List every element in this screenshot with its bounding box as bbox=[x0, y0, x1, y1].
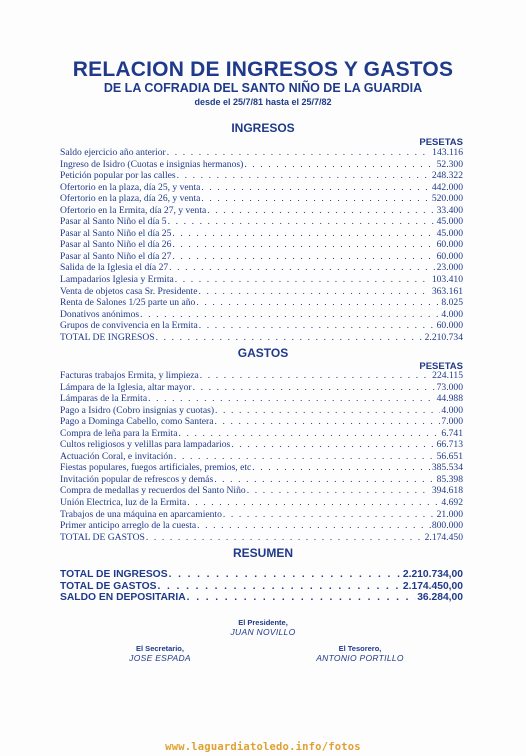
ledger-row bbox=[60, 159, 463, 171]
row-amount: 45.000 bbox=[436, 227, 463, 239]
gastos-table bbox=[60, 370, 463, 543]
row-label: Cultos religiosos y velillas para lampadarios bbox=[60, 439, 231, 451]
row-label: Primer anticipo arreglo de la cuesta bbox=[60, 520, 197, 532]
ledger-row bbox=[60, 428, 463, 440]
ledger-row bbox=[60, 405, 463, 417]
row-amount: 385.534 bbox=[431, 462, 463, 474]
dot-leader bbox=[215, 405, 440, 417]
dot-leader bbox=[156, 332, 424, 344]
secretary-signature bbox=[105, 644, 215, 663]
row-label: Pasar al Santo Niño el día 25 bbox=[60, 227, 172, 239]
row-label: TOTAL DE GASTOS bbox=[60, 580, 157, 592]
document-subtitle: DE LA COFRADIA DEL SANTO NIÑO DE LA GUARDIA bbox=[103, 81, 423, 95]
row-label: Renta de Salones 1/25 parte un año bbox=[60, 297, 196, 309]
row-label: Saldo ejercicio año anterior bbox=[60, 147, 166, 158]
ledger-row bbox=[60, 569, 463, 581]
row-label: Donativos anónimos bbox=[60, 308, 140, 320]
ledger-row bbox=[60, 416, 463, 428]
ledger-row bbox=[60, 485, 463, 497]
row-amount: 363.161 bbox=[431, 285, 463, 297]
dot-leader bbox=[140, 309, 440, 321]
row-label: Invitación popular de refrescos y demás bbox=[60, 473, 214, 485]
dot-leader bbox=[175, 274, 431, 286]
dot-leader bbox=[148, 393, 436, 405]
dot-leader bbox=[214, 474, 435, 486]
ledger-row bbox=[60, 581, 463, 593]
row-label: Unión Electrica, luz de la Ermita bbox=[60, 497, 187, 509]
row-amount: 7.000 bbox=[441, 416, 463, 428]
secretary-name: JOSE ESPADA bbox=[129, 653, 191, 663]
row-amount: 60.000 bbox=[436, 250, 463, 262]
treasurer-role: El Tesorero, bbox=[338, 644, 382, 653]
dot-leader bbox=[172, 228, 435, 240]
row-label: Pasar al Santo Niño el día 27 bbox=[60, 250, 172, 262]
row-amount: 520.000 bbox=[431, 193, 463, 205]
row-label: TOTAL DE GASTOS bbox=[60, 531, 145, 543]
ledger-row bbox=[60, 509, 463, 521]
row-label: Compra de medallas y recuerdos del Santo Niño bbox=[60, 485, 246, 497]
dot-leader bbox=[158, 581, 402, 593]
row-label: Lámparas de la Ermita bbox=[60, 393, 148, 405]
dot-leader bbox=[223, 509, 436, 521]
row-label: Pasar al Santo Niño el día 5 bbox=[60, 216, 167, 228]
ledger-row bbox=[60, 170, 463, 182]
row-label: SALDO EN DEPOSITARIA bbox=[60, 592, 186, 603]
dot-leader bbox=[199, 320, 436, 332]
row-label: Pago a Isidro (Cobro insignias y cuotas) bbox=[60, 404, 215, 416]
row-amount: 36.284,00 bbox=[417, 592, 463, 603]
row-label: Lámpara de la Iglesia, altar mayor bbox=[60, 381, 192, 393]
row-amount: 143.116 bbox=[432, 147, 463, 158]
dot-leader bbox=[168, 216, 436, 228]
row-label: Pasar al Santo Niño el día 26 bbox=[60, 239, 172, 251]
resumen-table bbox=[60, 569, 463, 604]
dot-leader bbox=[172, 251, 435, 263]
row-amount: 45.000 bbox=[436, 216, 463, 228]
document-period: desde el 25/7/81 hasta el 25/7/82 bbox=[194, 97, 332, 107]
ledger-row bbox=[60, 497, 463, 509]
row-label: Ingreso de Isidro (Cuotas e insignias hermanos) bbox=[60, 158, 244, 170]
row-label: TOTAL DE INGRESOS bbox=[60, 569, 168, 580]
row-amount: 2.210.734 bbox=[424, 331, 463, 343]
dot-leader bbox=[207, 205, 435, 217]
ledger-row bbox=[60, 239, 463, 251]
ledger-row bbox=[60, 520, 463, 532]
secretary-role: El Secretario, bbox=[136, 644, 184, 653]
ingresos-currency-label: PESETAS bbox=[419, 137, 463, 148]
dot-leader bbox=[146, 532, 424, 544]
row-amount: 33.400 bbox=[436, 204, 463, 216]
row-amount: 60.000 bbox=[436, 239, 463, 251]
row-label: Grupos de convivencia en la Ermita bbox=[60, 320, 198, 332]
ledger-row bbox=[60, 370, 463, 382]
row-amount: 44.988 bbox=[436, 393, 463, 405]
ledger-row bbox=[60, 393, 463, 405]
ledger-row bbox=[60, 228, 463, 240]
row-amount: 2.174.450,00 bbox=[402, 580, 463, 592]
row-amount: 56.651 bbox=[436, 450, 463, 462]
row-label: Trabajos de una máquina en aparcamiento bbox=[60, 508, 222, 520]
ledger-row bbox=[60, 286, 463, 298]
row-amount: 2.174.450 bbox=[424, 531, 463, 543]
row-label: Compra de leña para la Ermita bbox=[60, 427, 178, 439]
ledger-row bbox=[60, 262, 463, 274]
dot-leader bbox=[193, 382, 436, 394]
row-amount: 23.000 bbox=[436, 262, 463, 274]
row-amount: 2.210.734,00 bbox=[402, 569, 463, 580]
row-amount: 224.115 bbox=[432, 370, 463, 381]
dot-leader bbox=[177, 170, 431, 182]
president-role: El Presidente, bbox=[238, 618, 288, 627]
dot-leader bbox=[167, 147, 431, 159]
row-amount: 21.000 bbox=[436, 508, 463, 520]
ledger-row bbox=[60, 474, 463, 486]
ledger-row bbox=[60, 320, 463, 332]
dot-leader bbox=[200, 370, 431, 382]
dot-leader bbox=[169, 262, 435, 274]
row-amount: 4.692 bbox=[441, 497, 463, 509]
row-amount: 8.025 bbox=[441, 297, 463, 309]
ledger-row bbox=[60, 216, 463, 228]
row-label: Ofertorio en la plaza, día 26, y venta bbox=[60, 193, 201, 205]
gastos-heading: GASTOS bbox=[237, 346, 289, 360]
row-amount: 4.000 bbox=[441, 404, 463, 416]
dot-leader bbox=[169, 569, 402, 581]
ledger-row bbox=[60, 451, 463, 463]
ledger-row bbox=[60, 274, 463, 286]
dot-leader bbox=[198, 286, 430, 298]
dot-leader bbox=[172, 239, 435, 251]
ingresos-table bbox=[60, 147, 463, 343]
ledger-row bbox=[60, 439, 463, 451]
dot-leader bbox=[247, 485, 431, 497]
row-amount: 394.618 bbox=[431, 485, 463, 497]
dot-leader bbox=[231, 439, 435, 451]
dot-leader bbox=[178, 428, 440, 440]
ledger-row bbox=[60, 193, 463, 205]
ledger-row bbox=[60, 309, 463, 321]
row-amount: 800.000 bbox=[431, 520, 463, 532]
ledger-row bbox=[60, 332, 463, 344]
row-amount: 66.713 bbox=[436, 439, 463, 451]
ledger-row bbox=[60, 297, 463, 309]
document-title: RELACION DE INGRESOS Y GASTOS bbox=[72, 58, 454, 81]
row-label: Fiestas populares, fuegos artificiales, premios, etc bbox=[60, 462, 252, 474]
ledger-row bbox=[60, 251, 463, 263]
dot-leader bbox=[174, 451, 436, 463]
ledger-row bbox=[60, 382, 463, 394]
dot-leader bbox=[187, 592, 417, 604]
dot-leader bbox=[187, 497, 440, 509]
dot-leader bbox=[201, 193, 430, 205]
row-amount: 442.000 bbox=[431, 181, 463, 193]
watermark-url: www.laguardiatoledo.info/fotos bbox=[165, 741, 361, 753]
row-label: Ofertorio en la plaza, día 25, y venta bbox=[60, 181, 201, 193]
dot-leader bbox=[244, 159, 435, 171]
row-label: Salida de la Iglesia el día 27 bbox=[60, 262, 169, 274]
treasurer-signature bbox=[300, 644, 420, 663]
row-label: Facturas trabajos Ermita, y limpieza bbox=[60, 370, 199, 381]
resumen-heading: RESUMEN bbox=[232, 546, 293, 560]
row-amount: 52.300 bbox=[436, 158, 463, 170]
row-amount: 60.000 bbox=[436, 320, 463, 332]
gastos-currency-label: PESETAS bbox=[419, 361, 463, 372]
row-label: Venta de objetos casa Sr. Presidente bbox=[60, 285, 198, 297]
row-label: TOTAL DE INGRESOS bbox=[60, 331, 155, 343]
ledger-row bbox=[60, 592, 463, 604]
treasurer-name: ANTONIO PORTILLO bbox=[316, 653, 404, 663]
row-amount: 6.741 bbox=[441, 427, 463, 439]
ledger-row bbox=[60, 182, 463, 194]
row-label: Petición popular por las calles bbox=[60, 170, 176, 182]
dot-leader bbox=[214, 416, 440, 428]
row-amount: 73.000 bbox=[436, 381, 463, 393]
ledger-row bbox=[60, 532, 463, 544]
ledger-row bbox=[60, 205, 463, 217]
ledger-row bbox=[60, 147, 463, 159]
president-signature bbox=[193, 618, 333, 637]
row-amount: 4.000 bbox=[441, 308, 463, 320]
row-label: Actuación Coral, e invitación bbox=[60, 450, 173, 462]
dot-leader bbox=[201, 182, 430, 194]
row-label: Ofertorio en la Ermita, día 27, y venta bbox=[60, 204, 207, 216]
ledger-row bbox=[60, 462, 463, 474]
dot-leader bbox=[196, 297, 440, 309]
row-amount: 103.410 bbox=[431, 274, 463, 286]
row-label: Lampadarios Iglesia y Ermita bbox=[60, 274, 174, 286]
dot-leader bbox=[252, 462, 431, 474]
ingresos-heading: INGRESOS bbox=[231, 121, 295, 135]
president-name: JUAN NOVILLO bbox=[230, 627, 296, 637]
row-amount: 85.398 bbox=[436, 473, 463, 485]
row-label: Pago a Dominga Cabello, como Santera bbox=[60, 416, 214, 428]
row-amount: 248.322 bbox=[431, 170, 463, 182]
dot-leader bbox=[197, 520, 431, 532]
